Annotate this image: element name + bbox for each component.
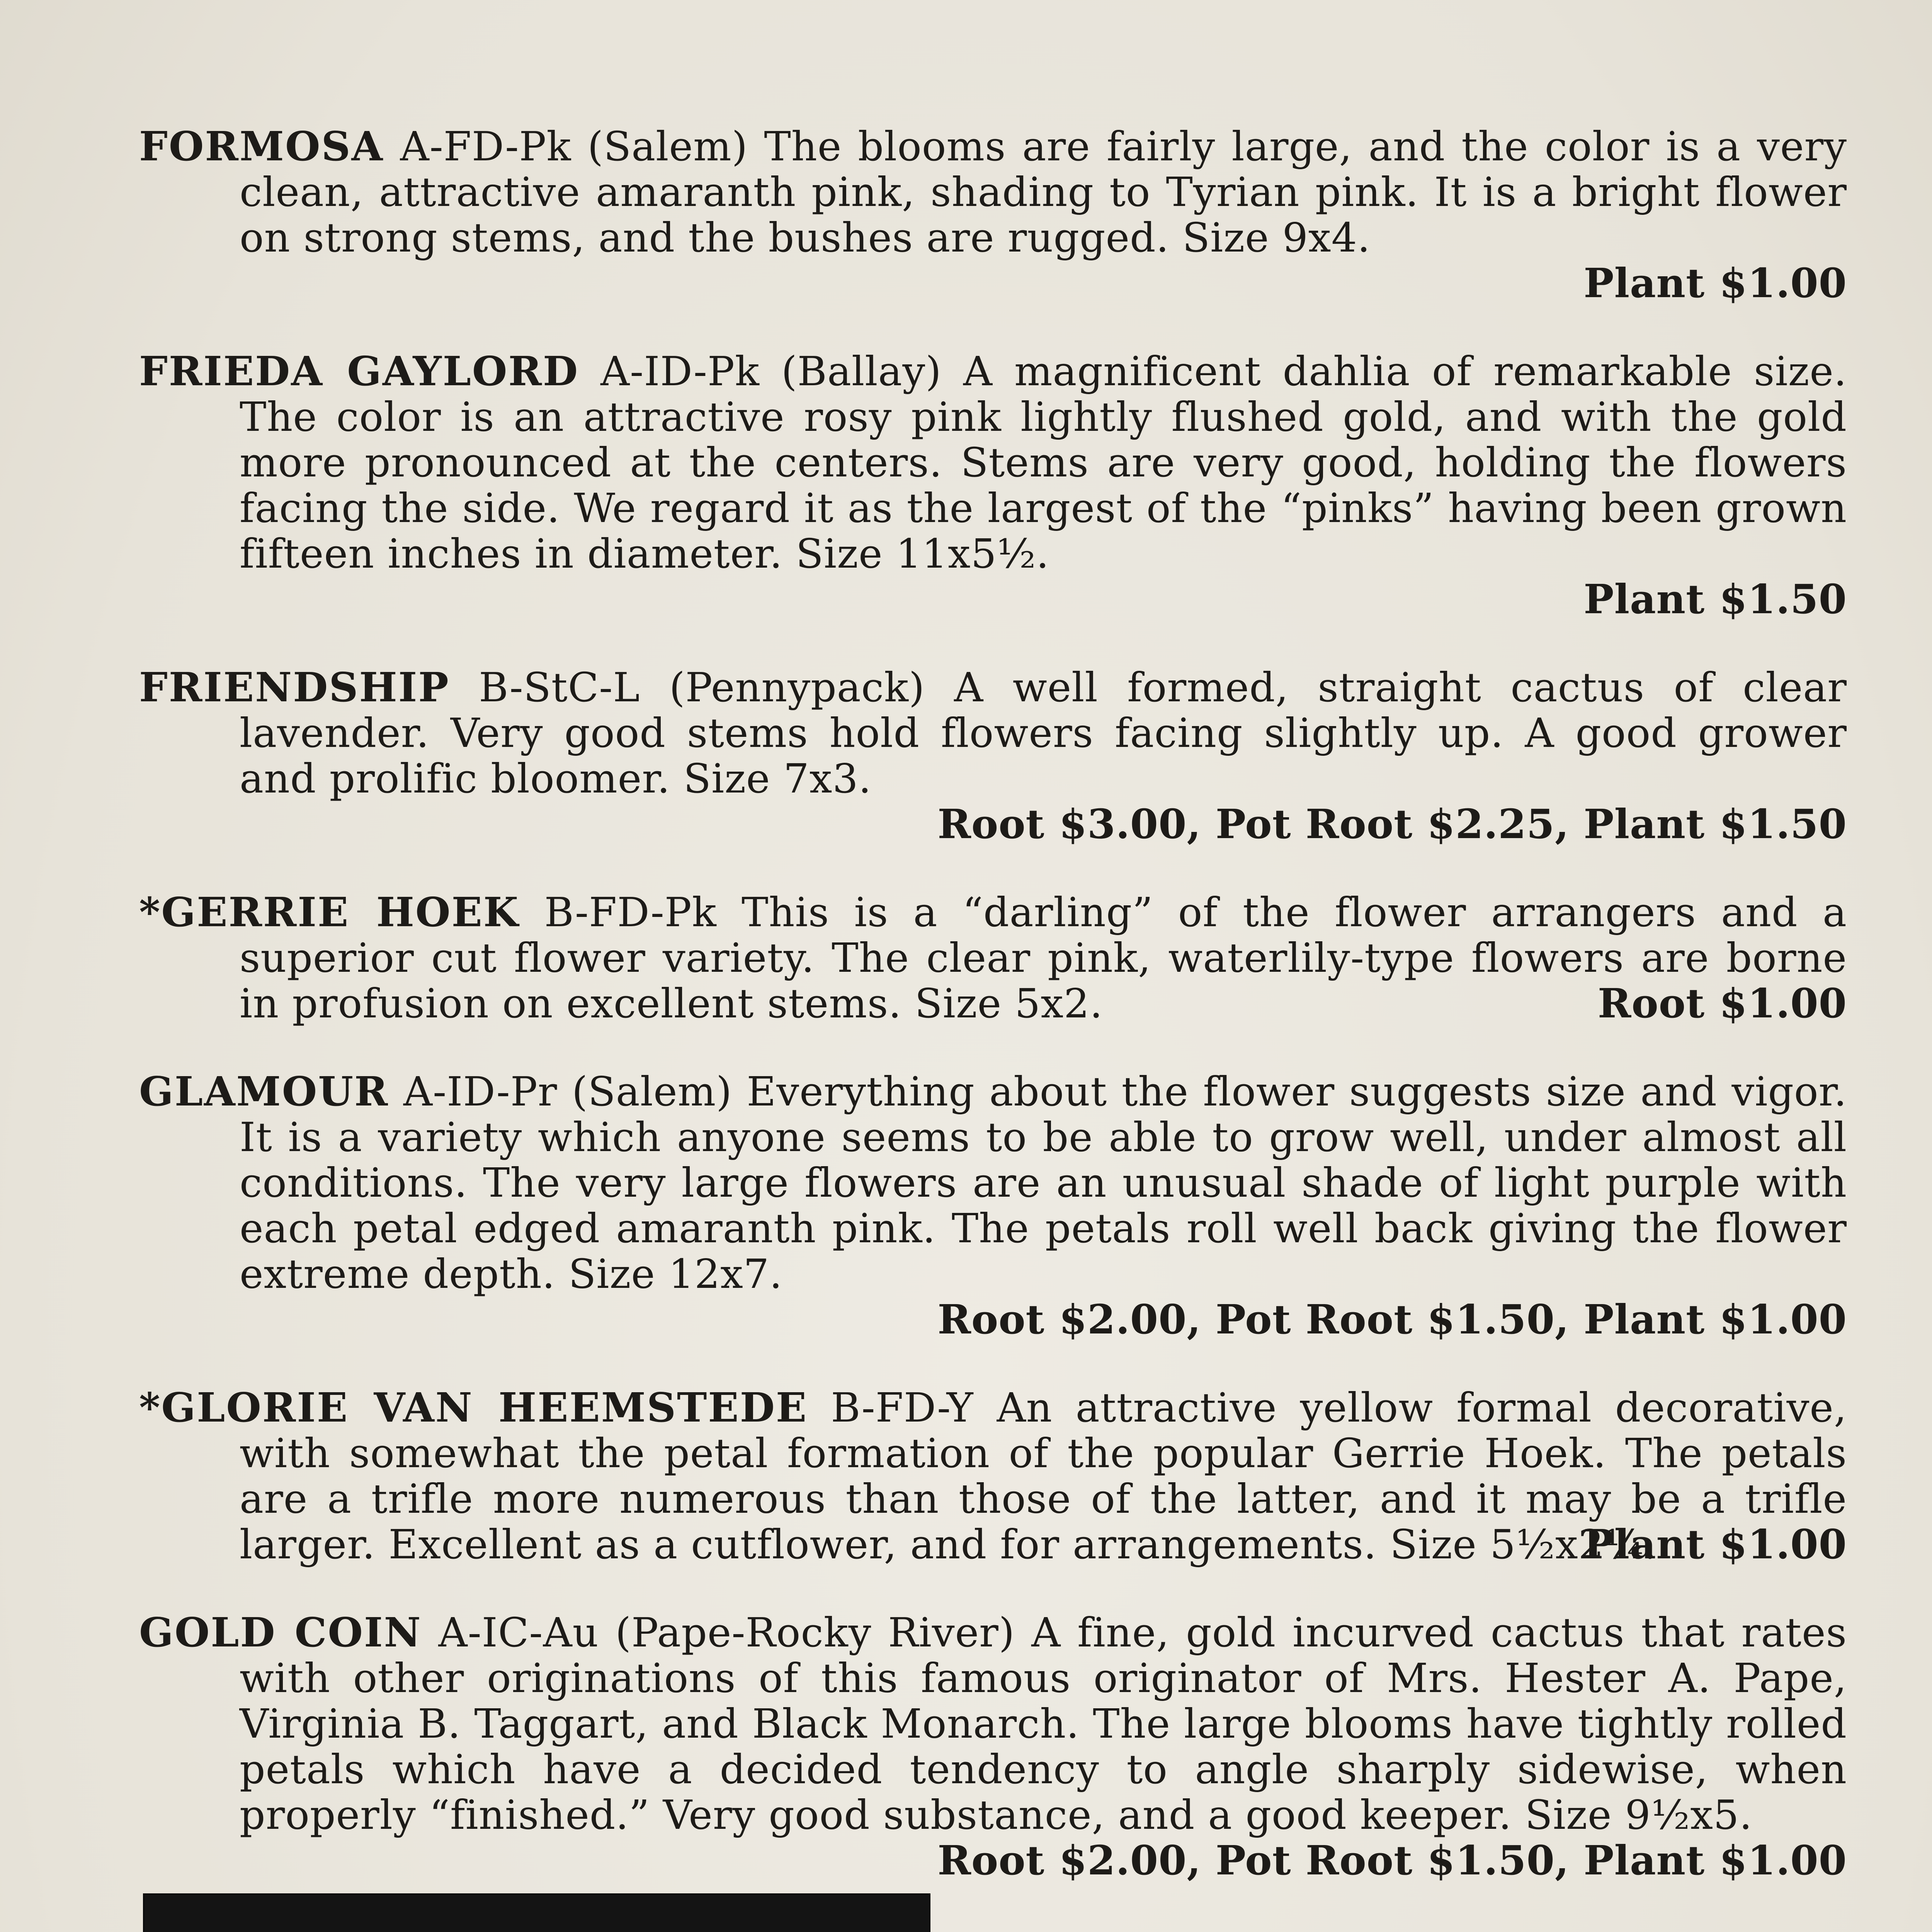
- entry-price: Plant $1.00: [1583, 259, 1847, 307]
- entry-description: A-FD-Pk (Salem) The blooms are fairly large, and the color is a very clean, attractive amaranth pink, shading to Tyrian pink. It is a bright flower on strong stems, and the bushes are rugged. Size 9x4.: [240, 123, 1847, 261]
- entry-glorie-van-heemstede: [139, 1385, 1847, 1567]
- entry-description: B-FD-Pk This is a “darling” of the flower arrangers and a superior cut flower variety. The clear pink, waterlily-type flowers are borne in profusion on excellent stems. Size 5x2.: [240, 889, 1847, 1027]
- entry-formosa: [139, 124, 1847, 306]
- gold-coin-photo-block: [143, 1893, 927, 1932]
- entry-gerrie-hoek: [139, 889, 1847, 1026]
- entry-price: Root $3.00, Pot Root $2.25, Plant $1.50: [937, 800, 1847, 848]
- entry-frieda-gaylord: [139, 349, 1847, 622]
- entry-name: GOLD COIN: [139, 1609, 422, 1656]
- entry-price: Plant $1.00: [1583, 1520, 1847, 1568]
- entry-price: Root $2.00, Pot Root $1.50, Plant $1.00: [937, 1837, 1847, 1884]
- entry-name: *GLORIE VAN HEEMSTEDE: [139, 1384, 808, 1431]
- entry-name: FRIEDA GAYLORD: [139, 347, 579, 395]
- entry-friendship: [139, 665, 1847, 847]
- entry-price: Root $1.00: [1597, 980, 1847, 1027]
- entry-price: Plant $1.50: [1583, 575, 1847, 623]
- entry-name: *GERRIE HOEK: [139, 888, 520, 936]
- entry-name: FRIENDSHIP: [139, 663, 450, 711]
- entry-description: A-IC-Au (Pape-Rocky River) A fine, gold incurved cactus that rates with other originations of this famous originator of Mrs. Hester A. Pape, Virginia B. Taggart, and Black Monarch. The large blooms have tightly rolled petals which have a decided tendency to angle sharply sidewise, when properly “finished.” Very good substance, and a good keeper. Size 9½x5.: [240, 1609, 1847, 1838]
- entry-description: B-FD-Y An attractive yellow formal decorative, with somewhat the petal formation of the popular Gerrie Hoek. The petals are a trifle more numerous than those of the latter, and it may be a trifle larger. Excellent as a cutflower, and for arrangements. Size 5½x2¼.: [240, 1384, 1847, 1568]
- dahlia-entries: [139, 124, 1847, 1883]
- gold-coin-photo: [143, 1893, 930, 1932]
- entry-description: B-StC-L (Pennypack) A well formed, straight cactus of clear lavender. Very good stems hold flowers facing slightly up. A good grower and prolific bloomer. Size 7x3.: [240, 664, 1847, 802]
- entry-glamour: [139, 1069, 1847, 1342]
- dahlia-flower-illustration: [145, 1895, 929, 1932]
- entry-gold-coin: [139, 1609, 1847, 1884]
- entry-description: A-ID-Pk (Ballay) A magnificent dahlia of remarkable size. The color is an attractive rosy pink lightly flushed gold, and with the gold more pronounced at the centers. Stems are very good, holding the flowers facing the side. We regard it as the largest of the “pinks” having been grown fifteen inches in diameter. Size 11x5½.: [240, 348, 1847, 577]
- entry-name: GLAMOUR: [139, 1068, 389, 1115]
- entry-name: FORMOSA: [139, 122, 384, 170]
- entry-price: Root $2.00, Pot Root $1.50, Plant $1.00: [937, 1296, 1847, 1343]
- entry-description: A-ID-Pr (Salem) Everything about the flower suggests size and vigor. It is a variety which anyone seems to be able to grow well, under almost all conditions. The very large flowers are an unusual shade of light purple with each petal edged amaranth pink. The petals roll well back giving the flower extreme depth. Size 12x7.: [240, 1068, 1847, 1298]
